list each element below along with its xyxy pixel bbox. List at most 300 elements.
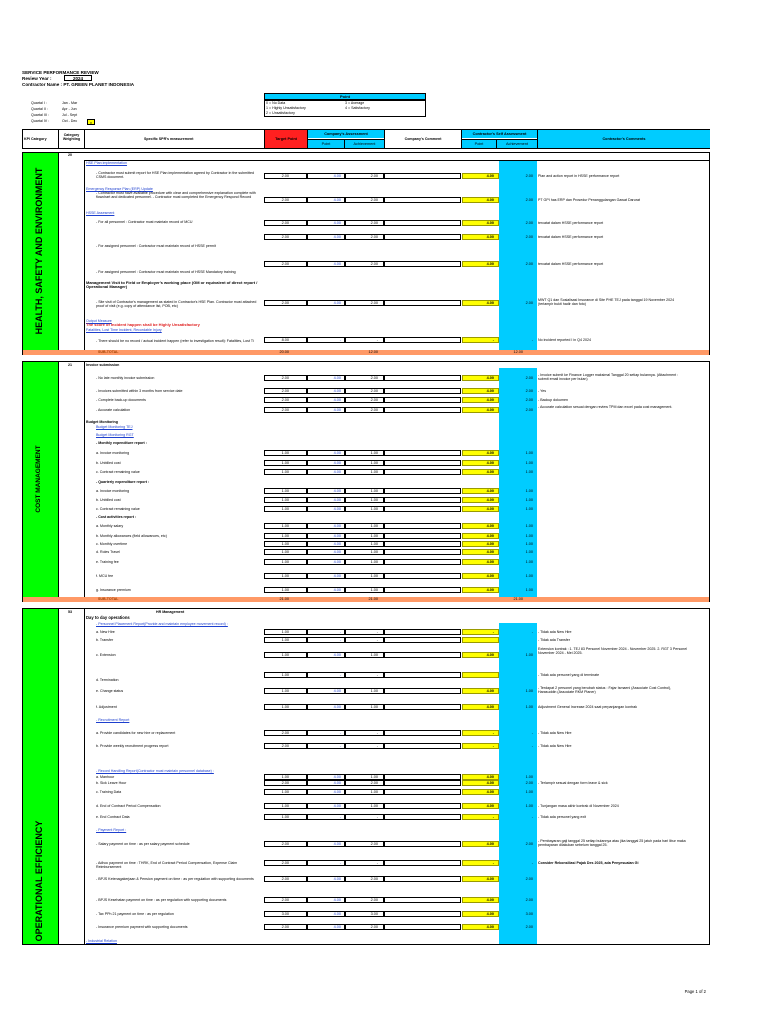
hse-item-heading-1[interactable]: Emergency Response Plan (ERP) Update: [86, 187, 153, 191]
hse-item-4-target: 2.00: [281, 262, 289, 266]
hse-item-5-point: 4.00: [333, 301, 341, 305]
hse-category-label: HEALTH, SAFETY AND ENVIRONMENT: [34, 167, 44, 335]
hse-item-0-company-comment-box[interactable]: [384, 173, 461, 179]
hse-item-heading-0[interactable]: HSE Plan implementation: [86, 161, 127, 165]
cost-group-0-row-0-self-achievement: 1.00: [525, 451, 533, 455]
cost-group-1-row-1-self-point: 4.00: [486, 498, 494, 502]
col-company-comment: Company's Comment: [404, 137, 442, 141]
ops-payment-row-4-target: 3.00: [281, 912, 289, 916]
ops-record-row-3-point: 4.00: [333, 804, 341, 808]
ops-placement-row-3-company-comment-box[interactable]: [384, 672, 461, 678]
ops-payment-row-0-text: - Salary payment on time : as per salary payment schedule: [96, 842, 190, 846]
cost-group-2-row-3-point: 4.00: [333, 550, 341, 554]
cost-item-1-company-comment-box[interactable]: [384, 388, 461, 394]
ops-placement-row-3-text: d. Termination: [96, 678, 119, 682]
ops-placement-row-1-self-point-cell[interactable]: [462, 637, 499, 643]
cost-item-text-0: - No late monthly invoice submission: [96, 376, 155, 380]
hse-item-text-0: - Contractor must submit report for HSE Plan implementation agreed by Contractor in the submitted CSMS document.: [96, 171, 254, 180]
ops-placement-row-4-self-point: 4.00: [486, 689, 494, 693]
cost-group-1-row-0-target: 1.00: [281, 489, 289, 493]
ops-placement-row-4-self-achievement: 1.00: [525, 689, 533, 693]
cost-group-2-row-0-company-comment-box[interactable]: [384, 523, 461, 529]
ops-payment-row-3-target: 2.00: [281, 898, 289, 902]
ops-record-row-4-achievement: -: [376, 815, 378, 819]
cost-group-0-row-1-self-achievement: 1.00: [525, 461, 533, 465]
hse-item-1-achievement: 2.00: [370, 198, 378, 202]
cost-group-2-row-2-target: 1.00: [281, 542, 289, 546]
cost-group-2-row-6-achievement: 1.00: [370, 588, 378, 592]
ops-recruitment-row-1-company-comment-box[interactable]: [384, 743, 461, 749]
cost-group-0-row-2-self-point: 4.00: [486, 470, 494, 474]
ops-payment-row-4-point: 4.00: [333, 912, 341, 916]
ops-placement-row-5-achievement: 1.00: [370, 705, 378, 709]
ops-record-row-0-self-achievement: 1.00: [525, 775, 533, 779]
cost-item-2-self-point: 4.00: [486, 398, 494, 402]
ops-placement-row-1-contractor-comment: - Tidak ada Transfer: [538, 638, 570, 642]
cost-group-0-row-1-company-comment-box[interactable]: [384, 460, 461, 466]
cost-group-1-row-0-company-comment-box[interactable]: [384, 488, 461, 494]
cost-item-2-company-comment-box[interactable]: [384, 397, 461, 403]
ops-placement-row-2-self-point: 4.00: [486, 653, 494, 657]
ops-payment-row-2-point: 4.00: [333, 877, 341, 881]
col-self-achievement: Achievement: [497, 139, 537, 149]
cost-group-2-row-4-company-comment-box[interactable]: [384, 559, 461, 565]
cost-group-2-row-5-target: 1.00: [281, 574, 289, 578]
hse-item-0-point: 4.00: [333, 174, 341, 178]
ops-payment-row-3-achievement: 2.00: [370, 898, 378, 902]
ops-payment-row-2-text: - BPJS Ketenagakerjaan & Pension payment on time : as per regulation with supporting documents: [96, 877, 254, 881]
ops-placement-row-5-self-achievement: 1.00: [525, 705, 533, 709]
ops-record-row-2-target: 1.00: [281, 790, 289, 794]
quartal-2-range: Apr - Jun: [62, 107, 77, 111]
ops-record-row-1-self-point: 4.00: [486, 781, 494, 785]
hse-item-1-contractor-comment: PT GPI has ERP dan Prosedur Penanggulangan Gawat Darurat: [538, 198, 640, 202]
hse-item-text-5: - Site visit of Contractor's management as stated in Contractor's HSE Plan. Contractor must attached proof of visit (e.g. copy of attendance list, POB, etc): [96, 300, 257, 309]
ops-record-row-1-point: 4.00: [333, 781, 341, 785]
hse-item-4-contractor-comment: tercatat dalam HSSE performance report: [538, 262, 604, 266]
ops-placement-row-2-target: 1.00: [281, 653, 289, 657]
ops-placement-row-0-self-point: -: [492, 630, 494, 634]
hse-item-6-achievement: -: [376, 338, 378, 342]
ops-recruitment-row-1-text: b. Provide weekly recruitment progress report: [96, 744, 169, 748]
quartal-4-checkbox[interactable]: v: [87, 119, 95, 125]
cost-group-1-row-1-target: 1.00: [281, 498, 289, 502]
hse-item-text-2: - For all personnel : Contractor must maintain record of MCU: [96, 220, 193, 224]
ops-record-row-2-point: 4.00: [333, 790, 341, 794]
cost-group-2-row-6-self-point: 4.00: [486, 588, 494, 592]
ops-heading: HR Management: [156, 610, 185, 614]
ops-payment-row-1-achievement: -: [376, 861, 378, 865]
cost-group-1-row-2-point: 4.00: [333, 507, 341, 511]
ops-placement-row-1-company-comment-box[interactable]: [384, 637, 461, 643]
cost-group-1-row-1-achievement: 1.00: [370, 498, 378, 502]
cost-item-3-target: 2.00: [281, 408, 289, 412]
cost-group-2-row-4-point: 4.00: [333, 560, 341, 564]
ops-weight: 53: [68, 610, 72, 614]
cost-group-1-row-2-company-comment-box[interactable]: [384, 506, 461, 512]
ops-placement-row-0-text: a. New Hire: [96, 630, 115, 634]
col-spr: Specific SPR's measurement: [144, 137, 194, 141]
ops-record-row-1-achievement: 2.00: [370, 781, 378, 785]
ops-recruitment-row-0-text: a. Provide candidates for new hire or replacement: [96, 731, 176, 735]
cost-group-2-row-3-self-achievement: 1.00: [525, 550, 533, 554]
ops-placement-row-3-target: 1.00: [281, 673, 289, 677]
cost-group-2-row-5-text: f. MCU fee: [96, 574, 114, 578]
cost-group-2-row-2-text: c. Monthly overtime: [96, 542, 128, 546]
cost-item-3-company-comment-box[interactable]: [384, 407, 461, 413]
legend-4: 4 = Satisfactory: [345, 105, 370, 110]
cost-item-1-self-point: 4.00: [486, 389, 494, 393]
ops-placement-row-0-company-comment-box[interactable]: [384, 629, 461, 635]
hse-item-3-target: 2.00: [281, 235, 289, 239]
col-target-point: Target Point: [265, 130, 307, 148]
ops-placement-row-3-point: -: [339, 673, 341, 677]
cost-group-2-row-2-company-comment-box[interactable]: [384, 541, 461, 547]
hse-item-6-company-comment-box[interactable]: [384, 337, 461, 343]
ops-recruitment-row-1-point: -: [339, 744, 341, 748]
hse-item-1-target: 2.00: [281, 198, 289, 202]
cost-group-0-row-0-point: 4.00: [333, 451, 341, 455]
ops-recruitment-row-0-point: -: [339, 731, 341, 735]
hse-item-3-achievement: 2.00: [370, 235, 378, 239]
ops-recruitment-row-1-self-point: -: [492, 744, 494, 748]
report-title: SERVICE PERFORMANCE REVIEW: [22, 70, 99, 75]
hse-output-measure-title: The score of Incident happen shall be Highly Unsatisfactory: [86, 322, 200, 327]
hse-item-0-target: 2.00: [281, 174, 289, 178]
hse-item-2-target: 2.00: [281, 221, 289, 225]
cost-group-0-row-1-point: 4.00: [333, 461, 341, 465]
cost-item-3-achievement: 2.00: [370, 408, 378, 412]
hse-item-6-contractor-comment: No incident reported I in Q4 2024: [538, 338, 591, 342]
quartal-3-label: Quartal III :: [31, 113, 49, 117]
hse-item-2-company-comment-box[interactable]: [384, 220, 461, 226]
budget-monitoring-tej-link[interactable]: Budget Monitoring TEJ: [96, 425, 133, 429]
ops-placement-row-2-text: c. Extension: [96, 653, 116, 657]
cost-group-2-row-4-text: e. Training fee: [96, 560, 119, 564]
cost-item-1-self-achievement: 2.00: [525, 389, 533, 393]
hse-item-6-self-achievement: -: [531, 338, 533, 342]
ops-record-row-2-self-point: 4.00: [486, 790, 494, 794]
ops-placement-row-0-contractor-comment: - Tidak ada New Hire: [538, 630, 572, 634]
cost-item-1-point: 4.00: [333, 389, 341, 393]
ops-recruitment-row-0-contractor-comment: - Tidak ada New Hire: [538, 731, 572, 735]
ops-placement-row-3-contractor-comment: - Tidak ada personel yang di terminate: [538, 673, 600, 677]
cost-subtotal-target: 21.00: [279, 597, 289, 601]
cost-group-0-row-0-achievement: 1.00: [370, 451, 378, 455]
recruitment-report-link[interactable]: - Recruitment Report: [96, 718, 130, 722]
cost-group-2-row-1-company-comment-box[interactable]: [384, 533, 461, 539]
ops-payment-row-3-self-achievement: 2.00: [525, 898, 533, 902]
ops-payment-row-0-target: 2.00: [281, 842, 289, 846]
ops-placement-row-4-text: e. Change status: [96, 689, 124, 693]
ops-recruitment-row-0-company-comment-box[interactable]: [384, 730, 461, 736]
cost-group-2-row-0-point: 4.00: [333, 524, 341, 528]
ops-recruitment-row-0-self-point: -: [492, 731, 494, 735]
ops-payment-row-4-achievement: 3.00: [370, 912, 378, 916]
ops-payment-row-3-self-point: 4.00: [486, 898, 494, 902]
hse-item-3-self-point: 4.00: [486, 235, 494, 239]
ops-recruitment-row-1-achievement: -: [376, 744, 378, 748]
cost-group-0-row-2-self-achievement: 1.00: [525, 470, 533, 474]
cost-group-0-row-2-target: 1.00: [281, 470, 289, 474]
cost-group-2-row-2-point: 4.00: [333, 542, 341, 546]
cost-item-1-contractor-comment: - Yes: [538, 389, 546, 393]
point-legend-title: Point: [264, 93, 426, 100]
cost-group-2-row-4-target: 1.00: [281, 560, 289, 564]
ops-placement-row-0-point: -: [339, 630, 341, 634]
hse-item-0-self-point: 4.00: [486, 174, 494, 178]
cost-group-2-row-0-achievement: 1.00: [370, 524, 378, 528]
quartal-1-range: Jan - Mar: [62, 101, 78, 105]
ops-recruitment-row-1-contractor-comment: - Tidak ada New Hire: [538, 744, 572, 748]
cost-item-3-self-achievement: 2.00: [525, 408, 533, 412]
ops-record-row-4-contractor-comment: - Tidak ada personel yang exit: [538, 815, 586, 819]
ops-sub-heading: Day to day operations: [86, 615, 130, 620]
cost-group-2-row-1-point: 4.00: [333, 534, 341, 538]
cost-group-1-row-2-self-point: 4.00: [486, 507, 494, 511]
cost-group-2-row-6-company-comment-box[interactable]: [384, 587, 461, 593]
ops-recruitment-row-1-target: 2.00: [281, 744, 289, 748]
ops-payment-row-3-company-comment-box[interactable]: [384, 897, 461, 903]
hse-subtotal-label: SUB-TOTAL: [98, 350, 119, 354]
ops-placement-row-5-text: f. Adjustment: [96, 705, 117, 709]
budget-monitoring-title: Budget Monitoring: [86, 420, 118, 424]
cost-group-2-row-3-company-comment-box[interactable]: [384, 549, 461, 555]
hse-item-3-self-achievement: 2.00: [525, 235, 533, 239]
col-company-point: Point: [308, 139, 345, 149]
cost-group-1-row-2-self-achievement: 1.00: [525, 507, 533, 511]
hse-item-4-self-achievement: 2.00: [525, 262, 533, 266]
cost-item-3-contractor-comment: - Accurate calculation sesuai dengan review TPM dan excel pada cost management.: [538, 405, 673, 409]
hse-item-2-self-achievement: 2.00: [525, 221, 533, 225]
cost-group-1-row-0-point: 4.00: [333, 489, 341, 493]
personnel-placement-link[interactable]: - Personnel Placement Report(Provide and maintain employee movement record) :: [96, 622, 228, 626]
ops-record-row-1-company-comment-box[interactable]: [384, 780, 461, 786]
ops-payment-row-5-self-point: 4.00: [486, 925, 494, 929]
cost-item-2-achievement: 2.00: [370, 398, 378, 402]
cost-item-0-self-achievement: 2.00: [525, 376, 533, 380]
cost-group-2-row-3-target: 1.00: [281, 550, 289, 554]
hse-item-5-self-achievement: 2.00: [525, 301, 533, 305]
hse-item-5-achievement: 2.00: [370, 301, 378, 305]
ops-placement-row-3-achievement: -: [376, 673, 378, 677]
cost-category-label: COST MANAGEMENT: [35, 445, 42, 513]
cost-group-title-2: - Cost activities report :: [96, 515, 137, 519]
ops-payment-row-0-company-comment-box[interactable]: [384, 841, 461, 847]
ops-record-row-1-target: 2.00: [281, 781, 289, 785]
cost-group-0-row-1-achievement: 1.00: [370, 461, 378, 465]
industrial-relation-link[interactable]: - Industrial Relation: [86, 939, 117, 943]
ops-payment-row-4-company-comment-box[interactable]: [384, 911, 461, 917]
cost-item-2-point: 4.00: [333, 398, 341, 402]
cost-group-2-row-5-point: 4.00: [333, 574, 341, 578]
ops-placement-row-1-target: 1.00: [281, 638, 289, 642]
hse-item-5-company-comment-box[interactable]: [384, 300, 461, 306]
cost-group-2-row-1-self-achievement: 1.00: [525, 534, 533, 538]
cost-group-2-row-2-self-point: 4.00: [486, 542, 494, 546]
ops-payment-row-4-text: - Tax PPh 21 payment on time : as per regulation: [96, 912, 174, 916]
cost-group-title-1: - Quarterly expenditure report :: [96, 480, 150, 484]
review-year-label: Review Year :: [22, 75, 52, 81]
ops-placement-row-5-company-comment-box[interactable]: [384, 704, 461, 710]
ops-payment-row-2-company-comment-box[interactable]: [384, 876, 461, 882]
hse-item-3-contractor-comment: tercatat dalam HSSE performance report: [538, 235, 604, 239]
cost-item-text-1: - Invoices submitted within 3 months from service date: [96, 389, 183, 393]
cost-group-2-row-0-self-achievement: 1.00: [525, 524, 533, 528]
hse-item-1-self-point: 4.00: [486, 198, 494, 202]
ops-record-row-3-self-point: 4.00: [486, 804, 494, 808]
ops-payment-row-1-contractor-comment: Consider Rekonsiliasi Pajak Des 2025, ada Penyesuaian Gi: [538, 861, 639, 865]
cost-item-0-self-point: 4.00: [486, 376, 494, 380]
cost-group-0-row-2-text: c. Contract remaining value: [96, 470, 140, 474]
cost-item-1-target: 2.00: [281, 389, 289, 393]
ops-record-row-2-company-comment-box[interactable]: [384, 789, 461, 795]
cost-group-0-row-1-target: 1.00: [281, 461, 289, 465]
cost-group-2-row-5-achievement: 1.00: [370, 574, 378, 578]
cost-item-0-target: 2.00: [281, 376, 289, 380]
cost-group-1-row-0-self-point: 4.00: [486, 489, 494, 493]
ops-placement-row-4-contractor-comment: - Terdapat 2 personel yang berubah status : Fajar Ismaeni (Associate Cost Control), Harasuddin (Associate RKM Planer): [538, 686, 672, 695]
ops-placement-row-2-point: 4.00: [333, 653, 341, 657]
cost-item-text-2: - Complete back-up documents: [96, 398, 146, 402]
cost-group-0-row-0-self-point: 4.00: [486, 451, 494, 455]
ops-record-row-1-self-achievement: 2.00: [525, 781, 533, 785]
cost-group-2-row-6-target: 1.00: [281, 588, 289, 592]
record-handling-link[interactable]: - Record Handling Report(Contractor must maintain personnel database) :: [96, 769, 214, 773]
cost-group-2-row-5-self-achievement: 1.00: [525, 574, 533, 578]
hse-item-5-target: 2.00: [281, 301, 289, 305]
col-company-achievement: Achievement: [345, 139, 384, 149]
cost-item-1-achievement: 2.00: [370, 389, 378, 393]
ops-payment-row-1-company-comment-box[interactable]: [384, 860, 461, 866]
hse-item-1-company-comment-box[interactable]: [384, 197, 461, 203]
hse-item-5-contractor-comment: MWT Q1 dan Sosialisasi Insurance di Site PHE TEJ pada tanggal 19 November 2024 (terlampir bukti hadir dan foto): [538, 298, 675, 307]
ops-payment-row-2-target: 2.00: [281, 877, 289, 881]
ops-record-row-4-self-point: -: [492, 815, 494, 819]
ops-recruitment-row-0-self-achievement: -: [531, 731, 533, 735]
hse-output-measure-link[interactable]: Output Measure: [86, 319, 112, 323]
cost-group-1-row-0-achievement: 1.00: [370, 489, 378, 493]
ops-payment-row-0-self-achievement: 2.00: [525, 842, 533, 846]
cost-subtotal-self-achievement: 21.00: [513, 597, 523, 601]
ops-record-row-3-target: 1.00: [281, 804, 289, 808]
cost-group-1-row-1-company-comment-box[interactable]: [384, 497, 461, 503]
ops-placement-row-2-company-comment-box[interactable]: [384, 652, 461, 658]
cost-group-2-row-1-achievement: 1.00: [370, 534, 378, 538]
ops-placement-row-4-achievement: 1.00: [370, 689, 378, 693]
ops-placement-row-1-text: b. Transfer: [96, 638, 114, 642]
cost-group-1-row-0-self-achievement: 1.00: [525, 489, 533, 493]
cost-group-2-row-4-self-point: 4.00: [486, 560, 494, 564]
hse-item-1-self-achievement: 2.00: [525, 198, 533, 202]
ops-record-row-0-self-point: 4.00: [486, 775, 494, 779]
cost-group-2-row-2-self-achievement: 1.00: [525, 542, 533, 546]
ops-payment-row-0-contractor-comment: - Pembayaran gaji tanggal 25 setiap bulannya atau jika tanggal 25 jatuh pada hari libur maka pembayaran dilakukan sebelum tanggal 25.: [538, 839, 686, 848]
ops-placement-row-4-company-comment-box[interactable]: [384, 688, 461, 694]
hse-item-1-point: 4.00: [333, 198, 341, 202]
hse-item-4-self-point: 4.00: [486, 262, 494, 266]
cost-group-1-row-1-text: b. Unbilled cost: [96, 498, 121, 502]
hse-weight: 20: [68, 153, 72, 157]
ops-record-row-4-company-comment-box[interactable]: [384, 814, 461, 820]
payment-report-link[interactable]: - Payment Report :: [96, 828, 127, 832]
cost-group-2-row-1-self-point: 4.00: [486, 534, 494, 538]
hse-item-3-point: 4.00: [333, 235, 341, 239]
review-year-value[interactable]: 2024: [64, 75, 92, 81]
cost-subtotal-achievement: 21.00: [368, 597, 378, 601]
hse-item-4-company-comment-box[interactable]: [384, 261, 461, 267]
hse-subtotal-target: 20.00: [279, 350, 289, 354]
cost-item-0-company-comment-box[interactable]: [384, 375, 461, 381]
cost-group-2-row-2-achievement: 1.00: [370, 542, 378, 546]
cost-group-1-row-1-self-achievement: 1.00: [525, 498, 533, 502]
hse-item-4-point: 4.00: [333, 262, 341, 266]
ops-recruitment-row-0-target: 2.00: [281, 731, 289, 735]
cost-group-1-row-1-point: 4.00: [333, 498, 341, 502]
ops-placement-row-5-contractor-comment: Adjustment General Increase 2024 saat perpanjangan kontrak: [538, 705, 638, 709]
cost-item-0-point: 4.00: [333, 376, 341, 380]
quartal-3-range: Jul - Sept: [62, 113, 78, 117]
ops-record-row-1-text: b. Sick Leave Hour: [96, 781, 127, 785]
quartal-2-label: Quartal II :: [31, 107, 48, 111]
cost-weight: 21: [68, 363, 72, 367]
budget-monitoring-rgt-link[interactable]: Budget Monitoring RGT: [96, 433, 134, 437]
hse-item-3-company-comment-box[interactable]: [384, 234, 461, 240]
ops-placement-row-0-target: 1.00: [281, 630, 289, 634]
cost-group-0-row-2-company-comment-box[interactable]: [384, 469, 461, 475]
ops-record-row-0-achievement: 1.00: [370, 775, 378, 779]
ops-record-row-3-text: d. End of Contract Period Compensation: [96, 804, 161, 808]
ops-placement-row-4-target: 1.00: [281, 689, 289, 693]
cost-group-2-row-3-self-point: 4.00: [486, 550, 494, 554]
ops-payment-row-5-company-comment-box[interactable]: [384, 924, 461, 930]
cost-group-0-row-2-point: 4.00: [333, 470, 341, 474]
ops-record-row-4-self-achievement: -: [531, 815, 533, 819]
ops-payment-row-0-self-point: 4.00: [486, 842, 494, 846]
quartal-4-range: Oct - Dec: [62, 119, 78, 123]
ops-placement-row-1-point: -: [339, 638, 341, 642]
legend-0: 0 = No Data: [266, 100, 286, 105]
cost-group-0-row-0-company-comment-box[interactable]: [384, 450, 461, 456]
ops-record-row-3-company-comment-box[interactable]: [384, 803, 461, 809]
hse-item-6-target: 8.00: [281, 338, 289, 342]
ops-record-row-3-contractor-comment: - Tunjangan masa akhir kontrak di November 2024: [538, 804, 619, 808]
hse-output-measure-sub[interactable]: Fatalities, Lost Time Incident, Recordable Injury: [86, 328, 162, 332]
ops-record-row-2-self-achievement: 1.00: [525, 790, 533, 794]
ops-placement-row-0-self-achievement: -: [531, 630, 533, 634]
cost-group-2-row-5-company-comment-box[interactable]: [384, 573, 461, 579]
hse-item-text-4: - For assigned personnel : Contractor must maintain record of HSSE Mandatory training: [96, 270, 236, 274]
cost-group-1-row-2-text: c. Contract remaining value: [96, 507, 140, 511]
ops-placement-row-3-self-point-cell[interactable]: [462, 672, 499, 678]
cost-group-1-row-2-target: 1.00: [281, 507, 289, 511]
hse-item-heading-5: Management Visit to Field or Employer's working place (GM or equivalent of direct report / Operational Manager): [86, 280, 258, 290]
hse-item-2-contractor-comment: tercatat dalam HSSE performance report: [538, 221, 604, 225]
hse-subtotal-self-achievement: 12.00: [513, 350, 523, 354]
ops-payment-row-2-achievement: 2.00: [370, 877, 378, 881]
cost-group-2-row-0-target: 1.00: [281, 524, 289, 528]
ops-record-row-1-contractor-comment: - Terlampir sesuai dengan form leave & sick: [538, 781, 608, 785]
ops-placement-row-2-contractor-comment: Extension kontrak : 1. TEJ 83 Personel November 2024 - November 2025. 2. RGT 3 Personel November 2024 - Mei 2025.: [538, 647, 688, 656]
hse-item-2-self-point: 4.00: [486, 221, 494, 225]
cost-item-2-self-achievement: 2.00: [525, 398, 533, 402]
hse-item-heading-2[interactable]: HSSE Assesment: [86, 211, 115, 215]
col-self-assessment: Contractor's Self Assessment: [462, 130, 537, 138]
cost-item-2-contractor-comment: - Backup dokumen: [538, 398, 568, 402]
cost-group-2-row-6-text: g. Insurance premium: [96, 588, 131, 592]
hse-item-text-1: - Contractor must have available procedure with clear and comprehensive explanation complete with flowchart and dedicated personnel. - Contractor must completed the Emergency Respond Record: [96, 191, 256, 200]
cost-group-0-row-0-target: 1.00: [281, 451, 289, 455]
